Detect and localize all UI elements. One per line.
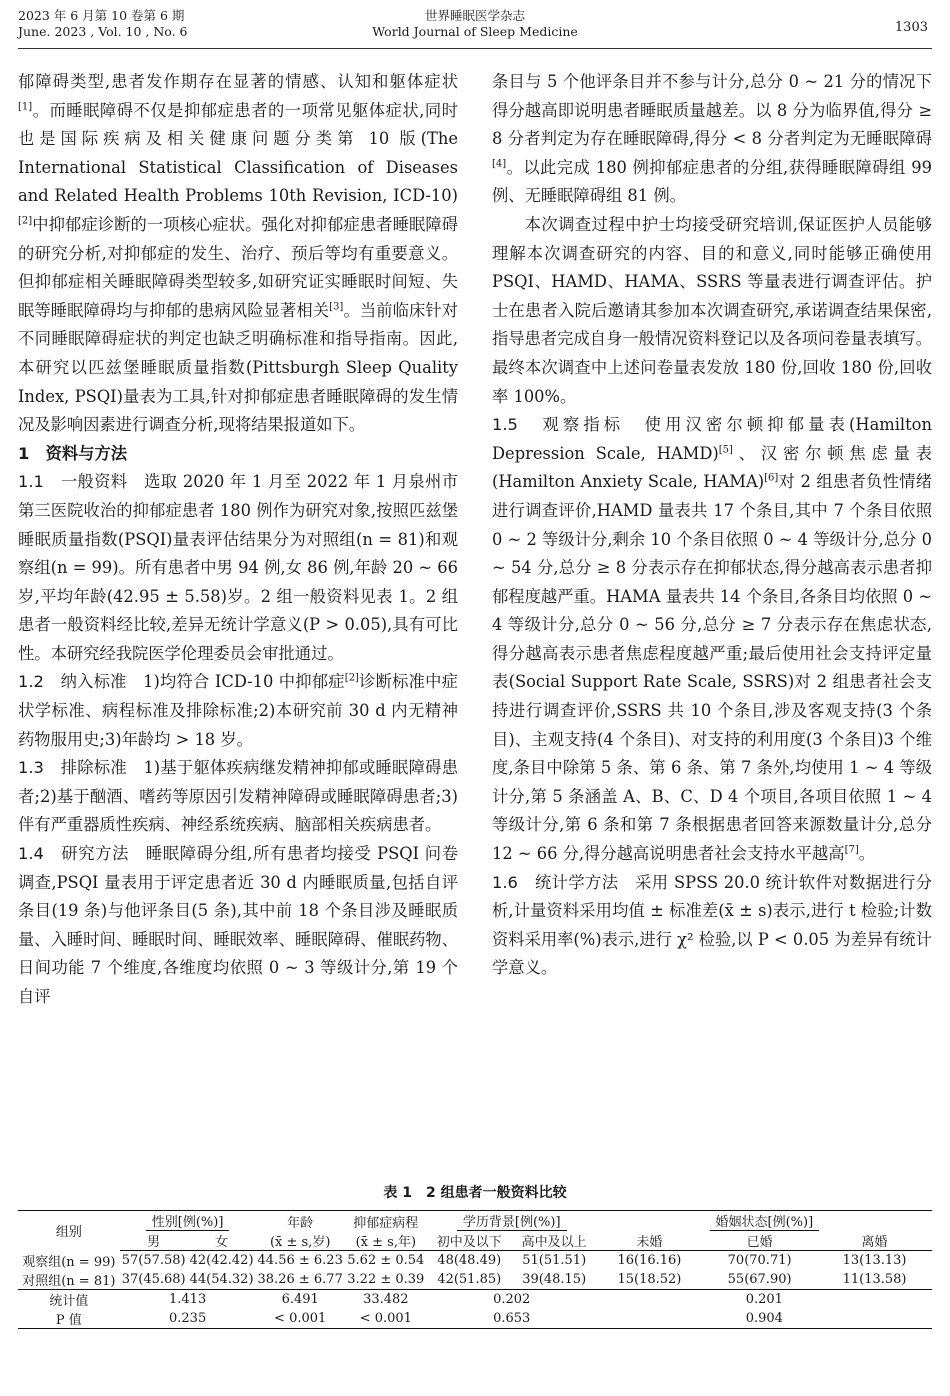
section-1-1-title: 1.1 一般资料 (18, 472, 128, 492)
table-row: 对照组(n = 81) 37(45.68) 44(54.32) 38.26 ± 6.77 3.22 ± 0.39 42(51.85) 39(48.15) 15(18.52) 55(67.90) 11(13.58) (22, 1272, 907, 1289)
section-1-4: 1.4 研究方法 睡眠障碍分组,所有患者均接受 PSQI 问卷调查,PSQI 量表用于评定患者近 30 d 内睡眠质量,包括自评条目(19 条)与他评条目(5 条),其中前 18 个条目涉及睡眠质量、入睡时间、睡眠时间、睡眠效率、睡眠障碍、催眠药物、日间功能 7 个维度,各维度均依照 0 ~ 3 等级计分,第 19 个自评 (18, 844, 458, 1006)
table-subheader-row (18, 1231, 932, 1251)
citation-6[interactable]: [6] (764, 472, 779, 484)
section-1-6: 1.6 统计学方法 采用 SPSS 20.0 统计软件对数据进行分析,计量资料采用均值 ± 标准差(x̄ ± s)表示,进行 t 检验;计数资料采用率(%)表示,进行 χ² 检验,以 P < 0.05 为差异有统计学意义。 (492, 872, 932, 978)
citation-2b[interactable]: [2] (344, 673, 359, 685)
table-header-row (18, 1211, 932, 1232)
journal-title-cn: 世界睡眠医学杂志 (424, 8, 525, 23)
col-group: 组别 (18, 1211, 120, 1251)
col-unmarried: 未婚 (597, 1231, 703, 1251)
issue-en: June. 2023 , Vol. 10 , No. 6 (18, 24, 188, 39)
journal-title (0, 8, 950, 40)
col-age: 年龄 (256, 1211, 345, 1232)
general-data-table (18, 1210, 932, 1329)
section-1-4-title: 1.4 研究方法 (18, 844, 129, 864)
col-course-unit: (x̄ ± s,年) (345, 1231, 427, 1251)
section-1-3: 1.3 排除标准 1)基于躯体疾病继发精神抑郁或睡眠障碍患者;2)基于酗酒、嗜药等原因引发精神障碍或睡眠障碍患者;3)伴有严重器质性疾病、神经系统疾病、脑部相关疾病患者。 (18, 758, 458, 835)
citation-5[interactable]: [5] (718, 444, 733, 456)
section-1-5: 1.5 观察指标 使用汉密尔顿抑郁量表(Hamilton Depression Scale, HAMD)[5]、汉密尔顿焦虑量表(Hamilton Anxiety Scale, HAMA)[6]对 2 组患者负性情绪进行调查评价,HAMD 量表共 17 个条目,其中 7 个条目依照 0 ~ 2 等级计分,剩余 10 个条目依照 0 ~ 4 等级计分,总分 0 ~ 54 分,总分 ≥ 8 分表示存在抑郁状态,得分越高表示患者抑郁程度越严重。HAMA 量表共 14 个条目,各条目均依照 0 ~ 4 等级计分,总分 0 ~ 56 分,总分 ≥ 7 分表示存在焦虑状态,得分越高表示患者焦虑程度越严重;最后使用社会支持评定量表(Social Support Rate Scale, SSRS)对 2 组患者社会支持进行调查评价,SSRS 共 10 个条目,涉及客观支持(3 个条目)、主观支持(4 个条目)、对支持的利用度(3 个条目)3 个维度,条目中除第 5 条、第 6 条、第 7 条外,均使用 1 ~ 4 等级计分,第 5 条涵盖 A、B、C、D 4 个项目,各项目依照 1 ~ 4 等级计分,第 6 条和第 7 条根据患者回答来源数量计分,总分 12 ~ 66 分,得分越高说明患者社会支持水平越高[7]。 (492, 415, 932, 864)
col-divorced: 离婚 (817, 1231, 932, 1251)
section-1-1: 1.1 一般资料 选取 2020 年 1 月至 2022 年 1 月泉州市第三医院收治的抑郁症患者 180 例作为研究对象,按照匹兹堡睡眠质量指数(PSQI)量表评估结果分为对照组(n = 81)和观察组(n = 99)。所有患者中男 94 例,女 86 例,年龄 20 ~ 66 岁,平均年龄(42.95 ± 5.58)岁。2 组一般资料见表 1。2 组患者一般资料经比较,差异无统计学意义(P > 0.05),具有可比性。本研究经我院医学伦理委员会审批通过。 (18, 472, 458, 663)
table-stat-row: 统计值 1.413 6.491 33.482 0.202 0.201 (18, 1290, 932, 1310)
citation-1[interactable]: [1] (18, 101, 33, 113)
section-1-5-title: 1.5 观察指标 (492, 415, 625, 435)
section-1-6-title: 1.6 统计学方法 (492, 872, 619, 892)
section-1-2-title: 1.2 纳入标准 (18, 672, 127, 692)
citation-4[interactable]: [4] (492, 158, 507, 170)
right-column (492, 68, 932, 983)
section-1-2: 1.2 纳入标准 1)均符合 ICD-10 中抑郁症[2]诊断标准中症状学标准、病程标准及排除标准;2)本研究前 30 d 内无精神药物服用史;3)年龄均 > 18 岁。 (18, 672, 458, 749)
intro-paragraph: 郁障碍类型,患者发作期存在显著的情感、认知和躯体症状[1]。而睡眠障碍不仅是抑郁症患者的一项常见躯体症状,同时也是国际疾病及相关健康问题分类第 10 版(The International Statistical Classification of Diseases and Related Health Problems 10th Revision, ICD-10)[2]中抑郁症诊断的一项核心症状。强化对抑郁症患者睡眠障碍的研究分析,对抑郁症的发生、治疗、预后等均有重要意义。但抑郁症相关睡眠障碍类型较多,如研究证实睡眠时间短、失眠等睡眠障碍均与抑郁的患病风险显著相关[3]。当前临床针对不同睡眠障碍症状的判定也缺乏明确标准和指导指南。因此,本研究以匹兹堡睡眠质量指数(Pittsburgh Sleep Quality Index, PSQI)量表为工具,针对抑郁症患者睡眠障碍的发生情况及影响因素进行调查分析,现将结果报道如下。 (18, 72, 458, 435)
journal-title-en: World Journal of Sleep Medicine (372, 24, 578, 39)
section-1-4-cont: 条目与 5 个他评条目并不参与计分,总分 0 ~ 21 分的情况下得分越高即说明患者睡眠质量越差。以 8 分为临界值,得分 ≥ 8 分者判定为存在睡眠障碍,得分 < 8 分者判定为无睡眠障碍[4]。以此完成 180 例抑郁症患者的分组,获得睡眠障碍组 99 例、无睡眠障碍组 81 例。 (492, 72, 932, 206)
issue-cn: 2023 年 6 月第 10 卷第 6 期 (18, 8, 185, 23)
col-age-unit: (x̄ ± s,岁) (256, 1231, 345, 1251)
citation-3[interactable]: [3] (329, 301, 344, 313)
col-male: 男 (120, 1231, 188, 1251)
col-education: 学历背景[例(%)] (427, 1211, 597, 1232)
col-gender: 性别[例(%)] (120, 1211, 256, 1232)
table-title: 表 1 2 组患者一般资料比较 (383, 1185, 567, 1201)
table-pvalue-row: P 值 0.235 < 0.001 < 0.001 0.653 0.904 (18, 1309, 932, 1329)
citation-2[interactable]: [2] (18, 215, 33, 227)
section-heading-methods: 1 资料与方法 (18, 443, 128, 463)
col-course: 抑郁症病程 (345, 1211, 427, 1232)
left-column (18, 68, 458, 1012)
col-edu-junior: 初中及以下 (427, 1231, 512, 1251)
page-number: 1303 (894, 20, 928, 35)
col-marital: 婚姻状态[例(%)] (597, 1211, 932, 1232)
col-edu-senior: 高中及以上 (512, 1231, 597, 1251)
section-1-3-title: 1.3 排除标准 (18, 758, 127, 778)
col-married: 已婚 (702, 1231, 817, 1251)
survey-paragraph: 本次调查过程中护士均接受研究培训,保证医护人员能够理解本次调查研究的内容、目的和意义,同时能够正确使用 PSQI、HAMD、HAMA、SSRS 等量表进行调查评估。护士在患者入院后邀请其参加本次调查研究,承诺调查结果保密,指导患者完成自身一般情况资料登记以及各项问卷量表填写。最终本次调查中上述问卷量表发放 180 份,回收 180 份,回收率 100%。 (492, 214, 932, 406)
header-rule (18, 48, 932, 49)
citation-7[interactable]: [7] (844, 844, 859, 856)
table-row: 观察组(n = 99) 57(57.58) 42(42.42) 44.56 ± 6.23 5.62 ± 0.54 48(48.49) 51(51.51) 16(16.16) 70(70.71) 13(13.13) (22, 1253, 907, 1270)
col-female: 女 (188, 1231, 256, 1251)
